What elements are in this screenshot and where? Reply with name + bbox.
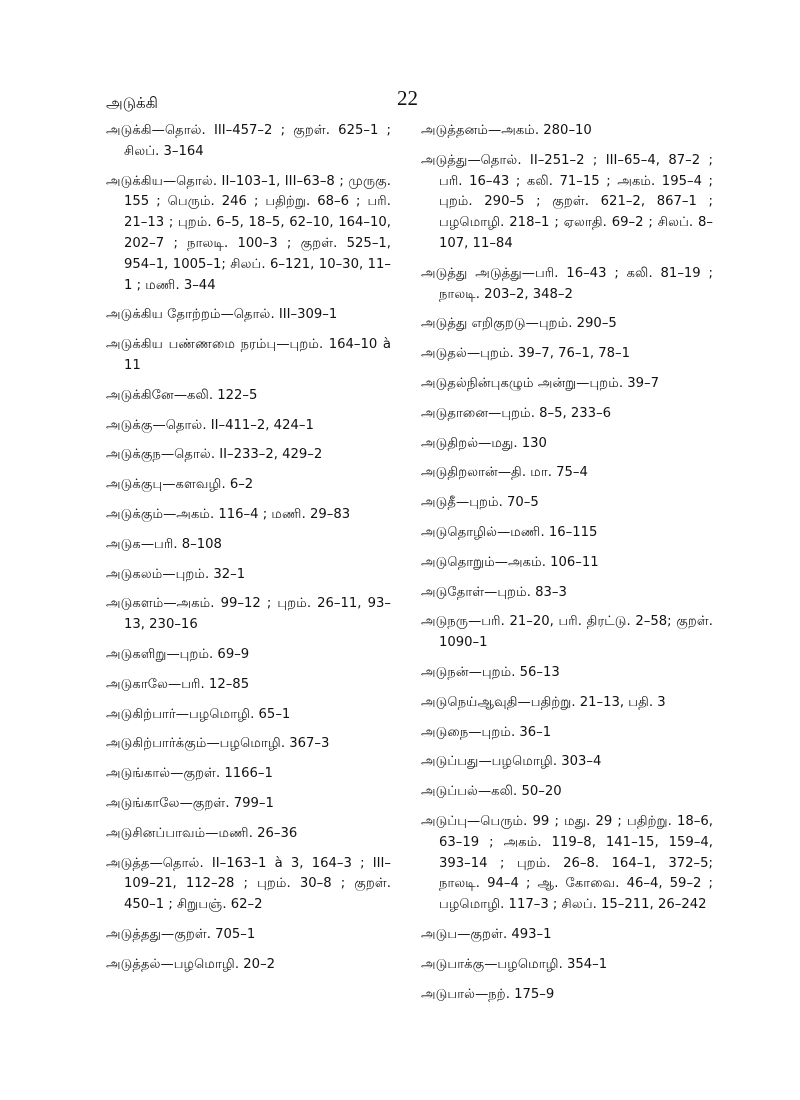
index-entry: அடுதீ—புறம். 70–5 — [421, 495, 539, 511]
index-entry: அடுநன்—புறம். 56–13 — [421, 664, 560, 680]
index-entry: அடுக்கிய பண்ணமை நரம்பு—புறம். 164–10 à 11 — [106, 337, 391, 373]
index-entry: அடுக்கிய தோற்றம்—தொல். III–309–1 — [106, 307, 338, 323]
index-entry: அடுகிற்பார்—பழமொழி. 65–1 — [106, 706, 291, 722]
index-entry: அடுகலம்—புறம். 32–1 — [106, 566, 246, 582]
index-entry: அடுகிற்பார்க்கும்—பழமொழி. 367–3 — [106, 736, 330, 752]
index-entry: அடுங்கால்—குறள். 1166–1 — [106, 766, 273, 782]
index-entry: அடுக்கி—தொல். III–457–2 ; குறள். 625–1 ; சிலப். 3–164 — [106, 123, 391, 159]
index-entry: அடுநை—புறம். 36–1 — [421, 724, 552, 740]
index-entry: அடுதோள்—புறம். 83–3 — [421, 584, 567, 600]
index-entry: அடுத்தல்—பழமொழி. 20–2 — [106, 956, 276, 972]
index-entry: அடுநரு—பரி. 21–20, பரி. திரட்டு. 2–58; குறள். 1090–1 — [421, 614, 713, 651]
index-entry: அடுதிறலான்—தி. மா. 75–4 — [421, 465, 588, 481]
index-entry: அடுப்பல்—கலி. 50–20 — [421, 784, 562, 800]
index-entry: அடுதல்நின்புகழும் அன்று—புறம். 39–7 — [421, 375, 660, 391]
index-entry: அடுதல்—புறம். 39–7, 76–1, 78–1 — [421, 346, 630, 362]
index-entry: அடுகளம்—அகம். 99–12 ; புறம். 26–11, 93–13, 230–16 — [106, 596, 391, 633]
index-entry: அடுத்தது—குறள். 705–1 — [106, 926, 256, 942]
index-entry: அடுத்து எறிகுறடு—புறம். 290–5 — [421, 316, 617, 332]
index-entry: அடுத்து—தொல். II–251–2 ; III–65–4, 87–2 ; பரி. 16–43 ; கலி. 71–15 ; அகம். 195–4 ; புறம். 290–5 ; குறள். 621–2, 867–1 ; பழமொழி. 218–1 ; ஏலாதி. 69–2 ; சிலப். 8–107, 11–84 — [421, 152, 713, 251]
index-entry: அடுப்பது—பழமொழி. 303–4 — [421, 754, 602, 770]
index-entry: அடுதிறல்—மது. 130 — [421, 435, 547, 451]
left-column — [106, 121, 391, 985]
right-column — [421, 121, 713, 1014]
index-entry: அடுப—குறள். 493–1 — [421, 926, 552, 942]
index-entry: அடுதொழில்—மணி. 16–115 — [421, 524, 598, 540]
index-entry: அடுத்த—தொல். II–163–1 à 3, 164–3 ; III–109–21, 112–28 ; புறம். 30–8 ; குறள். 450–1 ; சிறுபஞ். 62–2 — [106, 855, 391, 913]
index-entry: அடுக—பரி. 8–108 — [106, 536, 222, 552]
index-entry: அடுசினப்பாவம்—மணி. 26–36 — [106, 825, 298, 841]
index-entry: அடுக்கிய—தொல். II–103–1, III–63–8 ; முருகு. 155 ; பெரும். 246 ; பதிற்று. 68–6 ; பரி. 21–13 ; புறம். 6–5, 18–5, 62–10, 164–10, 202–7 ; நாலடி. 100–3 ; குறள். 525–1, 954–1, 1005–1; சிலப். 6–121, 10–30, 11–1 ; மணி. 3–44 — [106, 173, 391, 293]
index-entry: அடுநெய்ஆவுதி—பதிற்று. 21–13, பதி. 3 — [421, 694, 666, 710]
index-entry: அடுத்தனம்—அகம். 280–10 — [421, 123, 592, 138]
index-entry: அடுக்கும்—அகம். 116–4 ; மணி. 29–83 — [106, 506, 351, 522]
index-entry: அடுகாலே—பரி. 12–85 — [106, 676, 250, 692]
index-entry: அடுக்குபு—களவழி. 6–2 — [106, 477, 254, 493]
page-number: 22 — [397, 86, 418, 110]
index-entry: அடுக்கு—தொல். II–411–2, 424–1 — [106, 417, 314, 433]
index-entry: அடுபாக்கு—பழமொழி. 354–1 — [421, 956, 608, 972]
index-entry: அடுதொறும்—அகம். 106–11 — [421, 554, 599, 570]
index-entry: அடுங்காலே—குறள். 799–1 — [106, 795, 274, 811]
index-entry: அடுதானை—புறம். 8–5, 233–6 — [421, 405, 612, 421]
running-head: அடுக்கி — [106, 94, 158, 112]
index-entry: அடுக்கினே—கலி. 122–5 — [106, 387, 258, 403]
index-entry: அடுத்து அடுத்து—பரி. 16–43 ; கலி. 81–19 ; நாலடி. 203–2, 348–2 — [421, 265, 713, 302]
index-entry: அடுகளிறு—புறம். 69–9 — [106, 646, 250, 662]
index-entry: அடுபால்—நற். 175–9 — [421, 986, 555, 1002]
index-entry: அடுப்பு—பெரும். 99 ; மது. 29 ; பதிற்று. 18–6, 63–19 ; அகம். 119–8, 141–15, 159–4, 393–14 ; புறம். 26–8. 164–1, 372–5; நாலடி. 94–4 ; ஆ. கோவை. 46–4, 59–2 ; பழமொழி. 117–3 ; சிலப். 15–211, 26–242 — [421, 813, 713, 913]
index-entry: அடுக்குந—தொல். II–233–2, 429–2 — [106, 447, 323, 463]
